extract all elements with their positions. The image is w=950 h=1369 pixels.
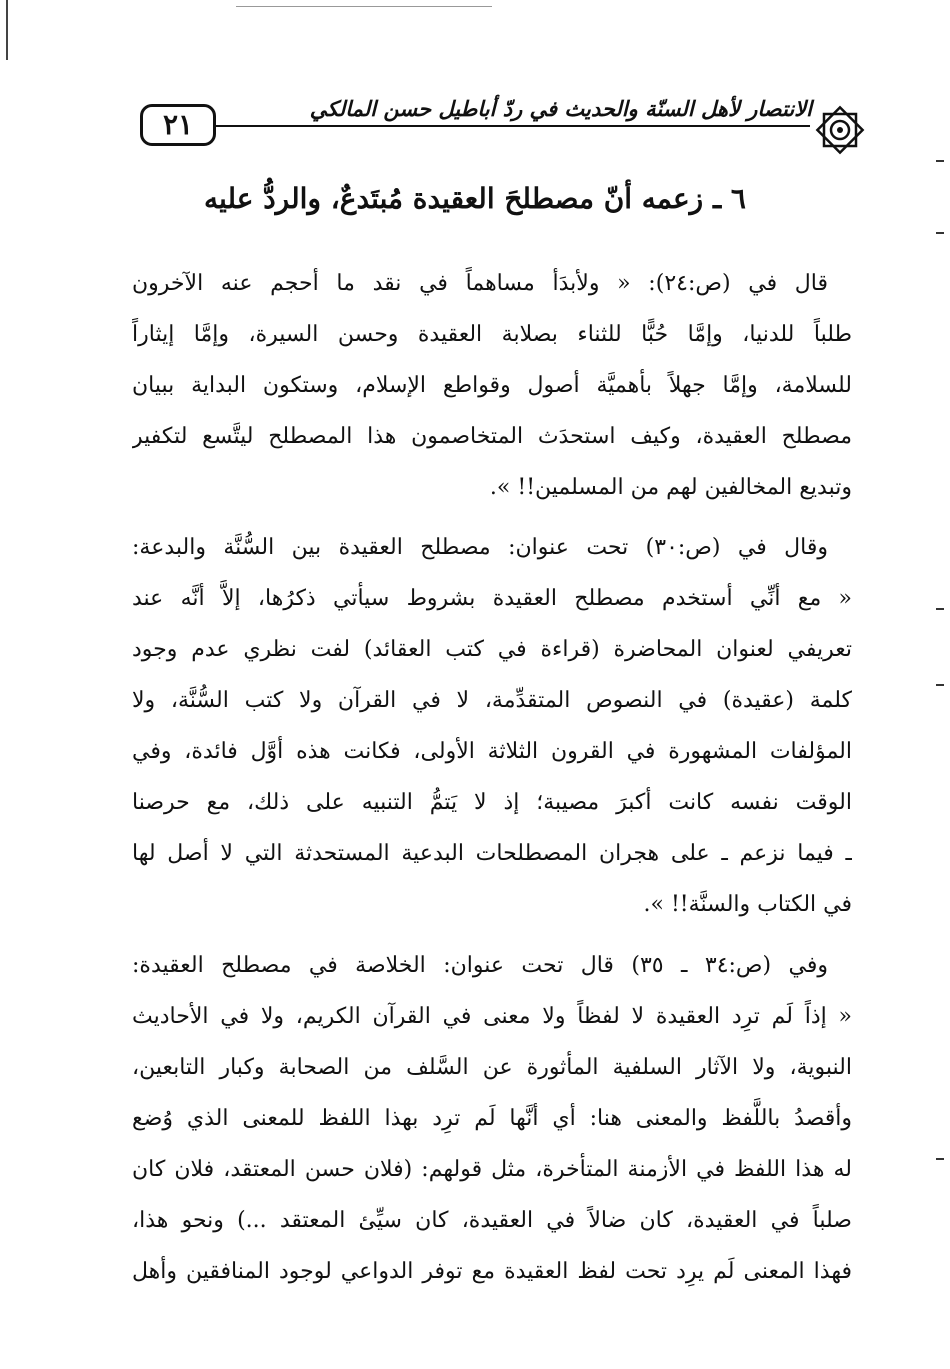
- scan-speck: [936, 684, 944, 686]
- text-line: وتبديع المخالفين لهم من المسلمين!! ».: [489, 475, 852, 500]
- scan-speck: [936, 1158, 944, 1160]
- paragraph-2: [132, 522, 852, 930]
- text-line: للسلامة، وإمَّا جهلاً بأهميَّة أصول وقواطع الإسلام، وستكون البداية ببيان: [132, 373, 852, 398]
- text-line: طلباً للدنيا، وإمَّا حُبًّا للثناء بصلابة العقيدة وحسن السيرة، وإمَّا إيثاراً: [132, 322, 852, 347]
- running-title: الانتصار لأهل السنّة والحديث في ردّ أباطيل حسن المالكي: [302, 96, 812, 121]
- text-line: وفي (ص:٣٤ ـ ٣٥) قال تحت عنوان: الخلاصة في مصطلح العقيدة:: [132, 953, 828, 978]
- paragraph-3: [132, 940, 852, 1297]
- text-line: تعريفي لعنوان المحاضرة (قراءة في كتب العقائد) لفت نظري عدم وجود: [132, 637, 852, 662]
- text-line: مصطلح العقيدة، وكيف استحدَث المتخاصمون هذا المصطلح ليتَّسع لتكفير: [132, 424, 852, 449]
- scan-edge-mark: [6, 0, 8, 60]
- header-rule: [216, 125, 810, 127]
- text-line: كلمة (عقيدة) في النصوص المتقدِّمة، لا في القرآن ولا كتب السُّنَّة، ولا: [132, 688, 852, 713]
- text-line: له هذا اللفظ في الأزمنة المتأخرة، مثل قولهم: (فلان حسن المعتقد، فلان كان: [132, 1157, 852, 1182]
- scan-speck: [936, 232, 944, 234]
- text-line: ـ فيما نزعم ـ على هجران المصطلحات البدعية المستحدثة التي لا أصل لها: [132, 841, 852, 866]
- scan-top-line: [236, 6, 492, 7]
- section-title: ٦ ـ زعمه أنّ مصطلحَ العقيدة مُبتَدعٌ، والردُّ عليه: [204, 182, 746, 215]
- text-line: « مع أنِّي أستخدم مصطلح العقيدة بشروط سيأتي ذكرُها، إلاَّ أنَّه عند: [132, 586, 852, 611]
- text-line: وأقصدُ باللَّفظ والمعنى هنا: أي أنَّها لَم ترِد بهذا اللفظ للمعنى الذي وُضع: [132, 1106, 852, 1131]
- page-number: ٢١: [140, 104, 216, 146]
- text-line: « إذاً لَم ترِد العقيدة لا لفظاً ولا معنى في القرآن الكريم، ولا في الأحاديث: [132, 1004, 852, 1029]
- text-line: فهذا المعنى لَم يرِد تحت لفظ العقيدة مع توفر الدواعي لوجود المنافقين وأهل: [132, 1259, 852, 1284]
- scan-speck: [936, 160, 944, 162]
- text-line: النبوية، ولا الآثار السلفية المأثورة عن السَّلف من الصحابة وكبار التابعين،: [132, 1055, 852, 1080]
- text-line: الوقت نفسه كانت أكبرَ مصيبة؛ إذ لا يَتمُّ التنبيه على ذلك، مع حرصنا: [132, 790, 852, 815]
- running-header: [140, 88, 870, 160]
- text-line: صلباً في العقيدة، كان ضالاً في العقيدة، كان سيِّئ المعتقد ...) ونحو هذا،: [132, 1208, 852, 1233]
- text-line: وقال في (ص:٣٠) تحت عنوان: مصطلح العقيدة بين السُّنَّة والبدعة:: [132, 535, 828, 560]
- text-line: في الكتاب والسنَّة!! ».: [643, 892, 852, 917]
- text-line: المؤلفات المشهورة في القرون الثلاثة الأولى، فكانت هذه أوَّل فائدة، وفي: [132, 739, 852, 764]
- star-ornament-icon: [810, 100, 870, 160]
- scan-speck: [936, 608, 944, 610]
- paragraph-1: [132, 258, 852, 513]
- text-line: قال في (ص:٢٤): « ولأبدَأ مساهماً في نقد ما أحجم عنه الآخرون: [132, 271, 829, 296]
